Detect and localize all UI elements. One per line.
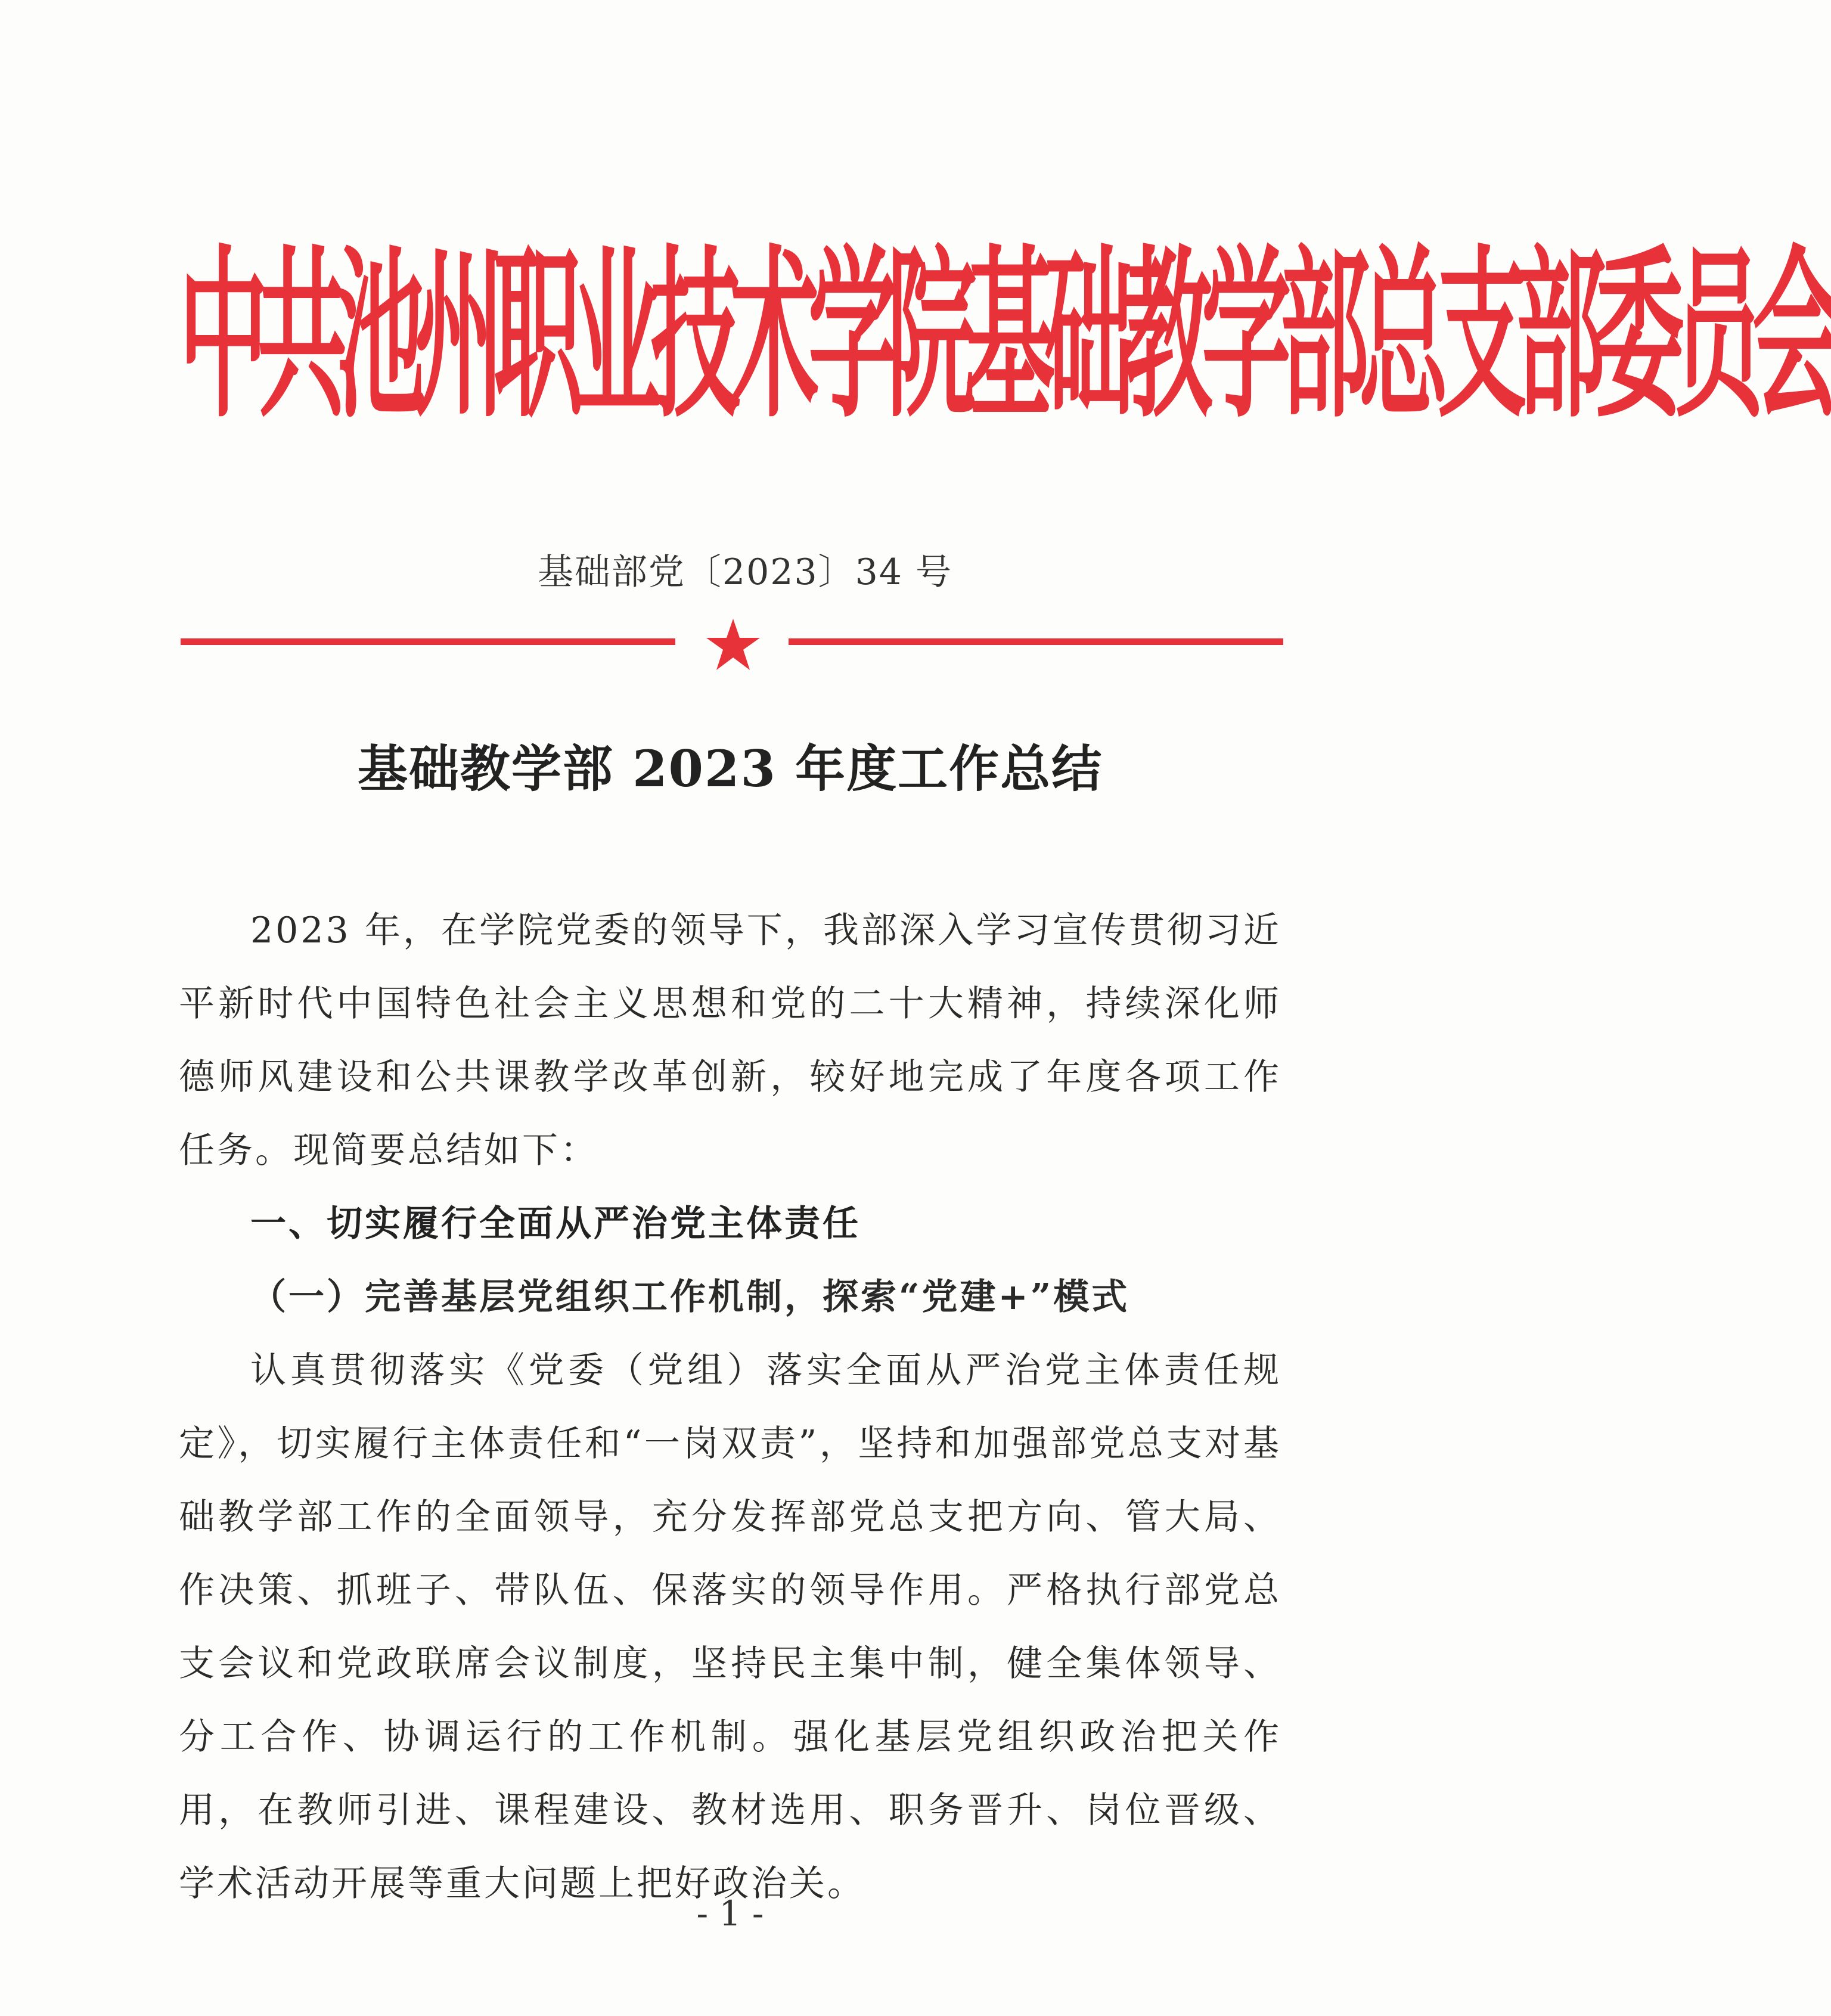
- document-number: 基础部党〔2023〕34 号: [537, 551, 953, 593]
- red-divider-left: [181, 638, 675, 645]
- masthead-org-name: 中共池州职业技术学院基础教学部总支部委员会: [179, 230, 1831, 443]
- section-heading-1: 一、切实履行全面从严治党主体责任: [250, 1203, 861, 1245]
- red-masthead: [179, 229, 1831, 444]
- subsection-paragraph-1-1: 认真贯彻落实《党委（党组）落实全面从严治党主体责任规定》，切实履行主体责任和“一岗双责”，坚持和加强部党总支对基础教学部工作的全面领导，充分发挥部党总支把方向、管大局、作决策、抓班子、带队伍、保落实的领导作用。严格执行部党总支会议和党政联席会议制度，坚持民主集中制，健全集体领导、分工合作、协调运行的工作机制。强化基层党组织政治把关作用，在教师引进、课程建设、教材选用、职务晋升、岗位晋级、学术活动开展等重大问题上把好政治关。: [179, 1350, 1281, 1905]
- document-body: [179, 894, 1281, 1921]
- subsection-heading-1-1: （一）完善基层党组织工作机制，探索“党建+”模式: [250, 1276, 1130, 1318]
- intro-paragraph: 2023 年，在学院党委的领导下，我部深入学习宣传贯彻习近平新时代中国特色社会主义思想和党的二十大精神，持续深化师德师风建设和公共课教学改革创新，较好地完成了年度各项工作任务。现简要总结如下：: [179, 910, 1281, 1171]
- page-number: - 1 -: [696, 1893, 764, 1934]
- red-divider-right: [789, 638, 1283, 645]
- document-title: 基础教学部 2023 年度工作总结: [357, 739, 1103, 798]
- red-star-icon: [703, 615, 763, 675]
